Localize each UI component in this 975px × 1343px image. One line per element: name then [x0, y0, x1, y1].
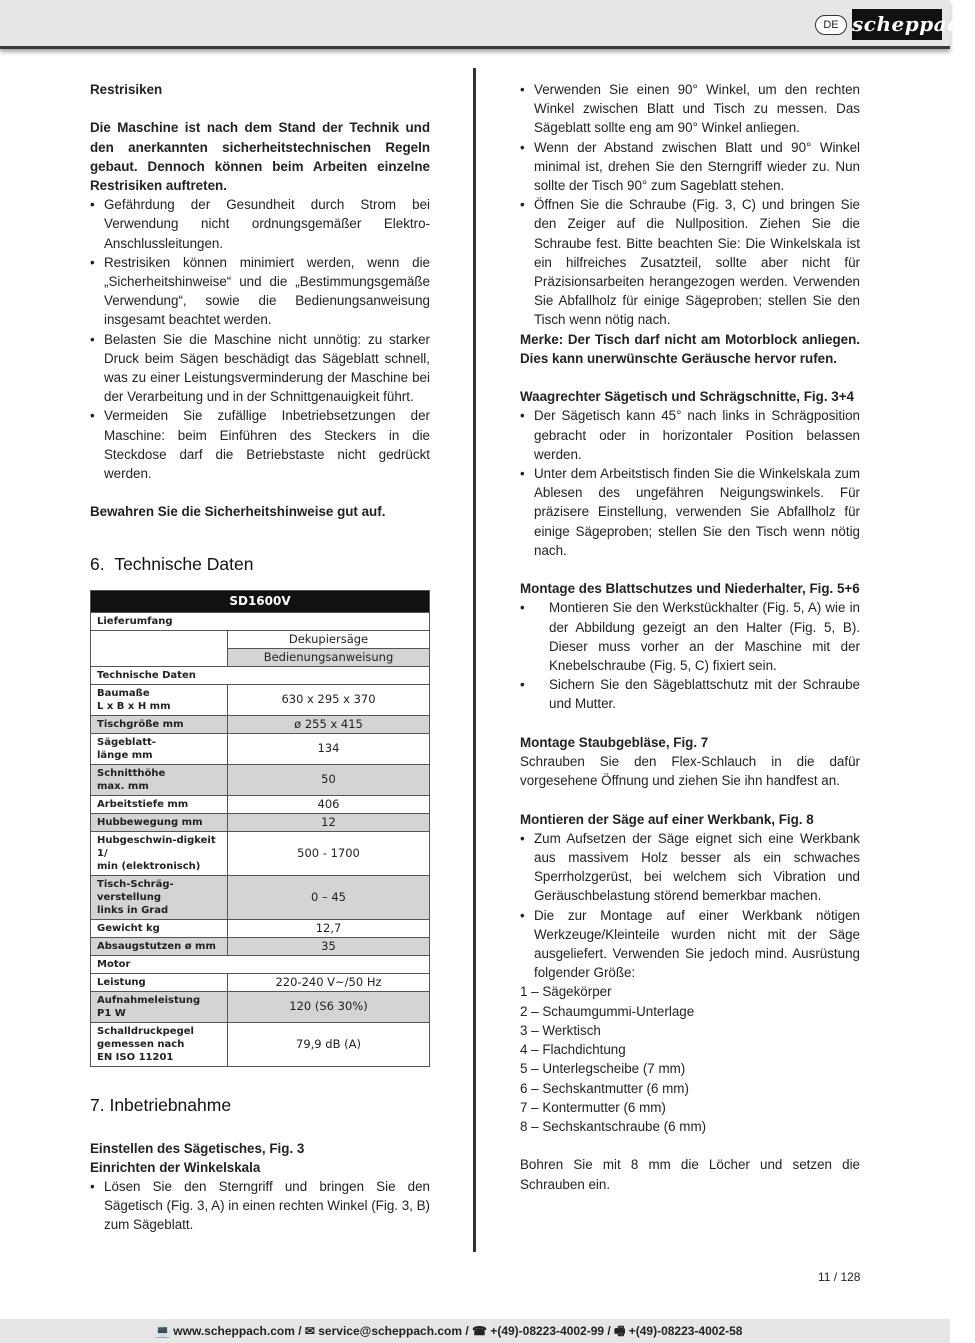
table-row-label: Tisch-Schräg-verstellung links in Grad — [91, 875, 228, 919]
werkbank-title: Montieren der Säge auf einer Werkbank, Fig. 8 — [520, 811, 814, 827]
table-row — [91, 813, 430, 831]
table-cell: Dekupiersäge — [228, 630, 430, 648]
table-row-label: Hubgeschwin-digkeit 1/ min (elektronisch) — [91, 831, 228, 875]
list-item: • Wenn der Abstand zwischen Blatt und 90° Winkel minimal ist, drehen Sie den Sterngriff wieder zu. Nun sollte der Tisch 90° zum Sageblatt stehen. — [520, 138, 860, 196]
parts-list — [520, 982, 860, 1136]
table-row — [91, 973, 430, 991]
einstellen-list — [90, 1177, 430, 1235]
staub-text: Schrauben Sie den Flex-Schlauch in die dafür vorgesehene Öffnung und ziehen Sie ihn handfest an. — [520, 754, 860, 789]
parts-item: 7 – Kontermutter (6 mm) — [520, 1099, 666, 1115]
list-item: • Öffnen Sie die Schraube (Fig. 3, C) und bringen Sie den Zeiger auf die Nullposition. Ziehen Sie die Schraube fest. Bitte beachten Sie: Die Winkelskala ist ein hilfreiches Zusatzteil, sollte aber nicht für Präzisionsarbeiten herangezogen werden. Verwenden Sie Abfallholz für einige Sägeproben; stellen Sie den Tisch wenn nötig nach. — [520, 195, 860, 329]
winkel-list — [520, 80, 860, 330]
restrisiken-title: Restrisiken — [90, 82, 163, 97]
table-section-motor: Motor — [91, 955, 430, 973]
table-row-label: Absaugstutzen ø mm — [91, 937, 228, 955]
page-number: 11 / 128 — [818, 1270, 861, 1284]
table-row-value: 79,9 dB (A) — [228, 1022, 430, 1066]
table-row — [91, 684, 430, 715]
page-footer — [0, 1319, 950, 1343]
table-row-value: 12 — [228, 813, 430, 831]
table-row-value: 35 — [228, 937, 430, 955]
staub-title: Montage Staubgebläse, Fig. 7 — [520, 734, 709, 750]
table-cell: Bedienungsanweisung — [228, 648, 430, 666]
section-7-title: 7. Inbetriebnahme — [90, 1094, 232, 1115]
table-row-value: 220-240 V~/50 Hz — [228, 973, 430, 991]
table-row-label: Arbeitstiefe mm — [91, 795, 228, 813]
parts-item: 1 – Sägekörper — [520, 984, 612, 1000]
list-item: • Restrisiken können minimiert werden, wenn die „Sicherheitshinweise“ und die „Bestimmungsgemäße Verwendung“, sowie die Bedienungsanweisung insgesamt beachtet werden. — [90, 253, 430, 330]
restrisiken-list — [90, 195, 430, 483]
list-item: • Montieren Sie den Werkstückhalter (Fig. 5, A) wie in der Abbildung gezeigt an den Halter (Fig. 5, B). Dieser muss vorher an der Maschine mit der Knebelschraube (Fig. 5, C) fixiert sein. — [520, 598, 860, 675]
brand-logo: scheppach — [852, 9, 942, 40]
einrichten-title: Einrichten der Winkelskala — [90, 1159, 261, 1175]
table-row-value: 630 x 295 x 370 — [228, 684, 430, 715]
table-model: SD1600V — [91, 590, 430, 612]
list-item: • Unter dem Arbeitstisch finden Sie die Winkelskala zum Ablesen des ungefähren Neigungswinkels. Für präzisere Einstellung, verwenden Sie Abfallholz für einige Sägeproben; stellen Sie den Tisch wenn nötig nach. — [520, 464, 860, 560]
parts-item: 4 – Flachdichtung — [520, 1042, 626, 1058]
table-row — [91, 795, 430, 813]
table-row-label: Leistung — [91, 973, 228, 991]
table-row — [91, 1022, 430, 1066]
table-row-value: 500 - 1700 — [228, 831, 430, 875]
right-column — [520, 80, 860, 1194]
einstellen-title: Einstellen des Sägetisches, Fig. 3 — [90, 1140, 305, 1156]
table-row-value: ø 255 x 415 — [228, 715, 430, 733]
bohren-text: Bohren Sie mit 8 mm die Löcher und setzen die Schrauben ein. — [520, 1157, 860, 1192]
waagrechter-title: Waagrechter Sägetisch und Schrägschnitte, Fig. 3+4 — [520, 389, 854, 405]
table-row-label: Aufnahmeleistung P1 W — [91, 991, 228, 1022]
table-row — [91, 831, 430, 875]
section-6-title: 6. Technische Daten — [90, 553, 254, 574]
list-item: • Sichern Sie den Sägeblattschutz mit der Schraube und Mutter. — [520, 675, 860, 713]
technical-data-table — [90, 590, 430, 1067]
parts-item: 8 – Sechskantschraube (6 mm) — [520, 1118, 707, 1134]
page-header — [0, 0, 975, 49]
table-row — [91, 919, 430, 937]
list-item: • Verwenden Sie einen 90° Winkel, um den rechten Winkel zwischen Blatt und Tisch zu messen. Das Sägeblatt sollte eng am 90° Winkel anliegen. — [520, 80, 860, 138]
waagrechter-list — [520, 406, 860, 560]
table-row — [91, 875, 430, 919]
left-column — [90, 80, 430, 1235]
table-row — [91, 733, 430, 764]
list-item: • Lösen Sie den Sterngriff und bringen Sie den Sägetisch (Fig. 3, A) in einen rechten Winkel (Fig. 3, B) zum Sägeblatt. — [90, 1177, 430, 1235]
table-row — [91, 715, 430, 733]
table-row-label: Hubbewegung mm — [91, 813, 228, 831]
table-row — [91, 937, 430, 955]
list-item: • Zum Aufsetzen der Säge eignet sich eine Werkbank aus massivem Holz besser als ein schwaches Sperrholzgerüst, bei welchem sich Vibration und Geräuschbelastung störend bemerkbar machen. — [520, 829, 860, 906]
list-item: • Gefährdung der Gesundheit durch Strom bei Verwendung nicht ordnungsgemäßer Elektro-Anschlussleitungen. — [90, 195, 430, 253]
table-row-value: 12,7 — [228, 919, 430, 937]
list-item: • Die zur Montage auf einer Werkbank nötigen Werkzeuge/Kleinteile wurden nicht mit der Säge ausgeliefert. Verwenden Sie jedoch mind. Ausrüstung folgender Größe: — [520, 906, 860, 983]
table-row-label: Sägeblatt- länge mm — [91, 733, 228, 764]
table-row-value: 0 – 45 — [228, 875, 430, 919]
table-row-value: 120 (S6 30%) — [228, 991, 430, 1022]
parts-item: 6 – Sechskantmutter (6 mm) — [520, 1080, 689, 1096]
table-row-label: Baumaße L x B x H mm — [91, 684, 228, 715]
parts-item: 5 – Unterlegscheibe (7 mm) — [520, 1061, 686, 1077]
list-item: • Belasten Sie die Maschine nicht unnötig: zu starker Druck beim Sägen beschädigt das Sägeblatt schnell, was zu einer Leistungsverminderung der Maschine bei der Verarbeitung und in der Schnittgenauigkeit führt. — [90, 330, 430, 407]
table-section-technische-daten: Technische Daten — [91, 666, 430, 684]
werkbank-list — [520, 829, 860, 983]
parts-item: 3 – Werktisch — [520, 1022, 601, 1038]
table-section-lieferumfang: Lieferumfang — [91, 612, 430, 630]
list-item: • Der Sägetisch kann 45° nach links in Schrägposition gebracht oder in horizontaler Position belassen werden. — [520, 406, 860, 464]
montage-blatt-title: Montage des Blattschutzes und Niederhalter, Fig. 5+6 — [520, 581, 860, 597]
footer-contact: 💻 www.scheppach.com / ✉ service@scheppach.com / ☎ +(49)-08223-4002-99 / 🖷 +(49)-08223-4002-58 — [155, 1324, 743, 1338]
column-divider — [473, 68, 476, 1252]
restrisiken-intro: Die Maschine ist nach dem Stand der Technik und den anerkannten sicherheitstechnischen Regeln gebaut. Dennoch können beim Arbeiten einzelne Restrisiken auftreten. — [90, 120, 430, 193]
montage-blatt-list — [520, 598, 860, 713]
parts-item: 2 – Schaumgummi-Unterlage — [520, 1003, 695, 1019]
list-item: • Vermeiden Sie zufällige Inbetriebsetzungen der Maschine: beim Einführen des Steckers in die Steckdose darf die Betriebstaste nicht gedrückt werden. — [90, 406, 430, 483]
table-row-label: Schalldruckpegel gemessen nach EN ISO 11201 — [91, 1022, 228, 1066]
table-row-label: Tischgröße mm — [91, 715, 228, 733]
table-row-value: 134 — [228, 733, 430, 764]
table-row — [91, 991, 430, 1022]
table-row — [91, 764, 430, 795]
table-row-label: Schnitthöhe max. mm — [91, 764, 228, 795]
table-row-value: 406 — [228, 795, 430, 813]
language-badge: DE — [815, 15, 847, 35]
table-row-label: Gewicht kg — [91, 919, 228, 937]
merke-note: Merke: Der Tisch darf nicht am Motorblock anliegen. Dies kann unerwünschte Geräusche hervor rufen. — [520, 331, 860, 366]
table-row-value: 50 — [228, 764, 430, 795]
restrisiken-note: Bewahren Sie die Sicherheitshinweise gut auf. — [90, 504, 386, 520]
